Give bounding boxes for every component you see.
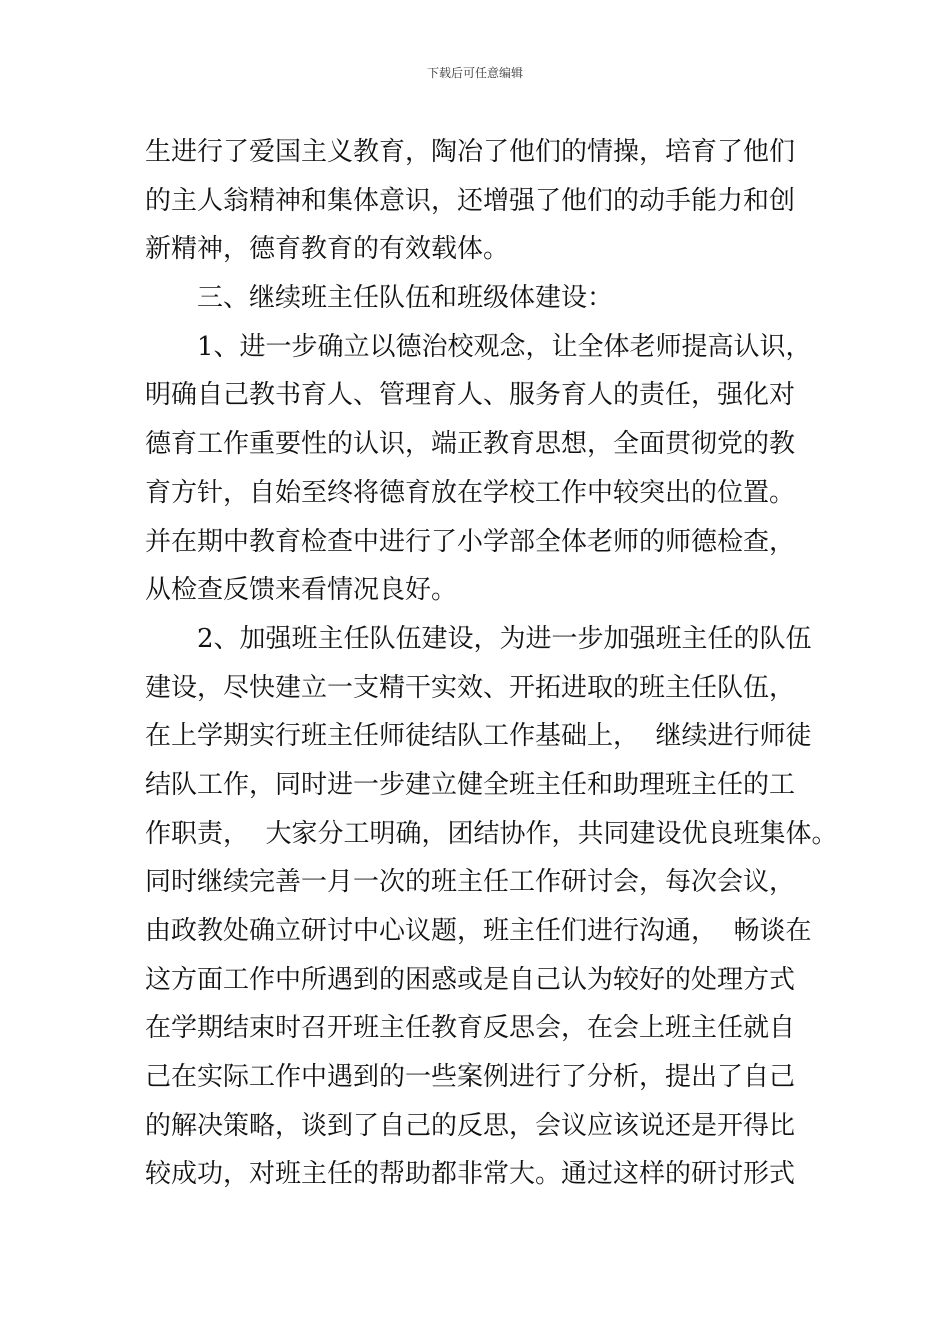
paragraph-line: 生进行了爱国主义教育，陶冶了他们的情操，培育了他们 bbox=[145, 137, 796, 167]
paragraph-line: 2、加强班主任队伍建设，为进一步加强班主任的队伍 bbox=[197, 623, 812, 654]
paragraph-line: 1、进一步确立以德治校观念，让全体老师提高认识， bbox=[197, 331, 812, 362]
paragraph-line: 这方面工作中所遇到的困惑或是自己认为较好的处理方式 bbox=[145, 964, 796, 995]
paragraph-line: 作职责， 大家分工明确，团结协作，共同建设优良班集体。 bbox=[145, 818, 838, 849]
paragraph-line: 育方针，自始至终将德育放在学校工作中较突出的位置。 bbox=[145, 477, 796, 508]
paragraph-line: 同时继续完善一月一次的班主任工作研讨会，每次会议， bbox=[145, 867, 796, 898]
paragraph-line: 较成功，对班主任的帮助都非常大。通过这样的研讨形式 bbox=[145, 1159, 796, 1190]
paragraph-line: 新精神，德育教育的有效载体。 bbox=[145, 234, 510, 265]
page-header: 下载后可任意编辑 bbox=[426, 66, 523, 80]
paragraph-line: 在上学期实行班主任师徒结队工作基础上， 继续进行师徒 bbox=[145, 721, 812, 752]
paragraph-line: 建设，尽快建立一支精干实效、开拓进取的班主任队伍， bbox=[145, 672, 796, 703]
paragraph-line: 明确自己教书育人、管理育人、服务育人的责任，强化对 bbox=[145, 380, 796, 411]
paragraph-line: 在学期结束时召开班主任教育反思会，在会上班主任就自 bbox=[145, 1013, 796, 1044]
paragraph-line: 的主人翁精神和集体意识，还增强了他们的动手能力和创 bbox=[145, 185, 796, 216]
paragraph-line: 从检查反馈来看情况良好。 bbox=[145, 575, 458, 606]
paragraph-line: 并在期中教育检查中进行了小学部全体老师的师德检查， bbox=[145, 526, 796, 557]
paragraph-line: 己在实际工作中遇到的一些案例进行了分析，提出了自己 bbox=[145, 1062, 796, 1093]
paragraph-line: 结队工作，同时进一步建立健全班主任和助理班主任的工 bbox=[145, 769, 796, 800]
section-heading: 三、继续班主任队伍和班级体建设： bbox=[197, 283, 614, 314]
document-body bbox=[145, 128, 838, 1199]
paragraph-line: 的解决策略，谈到了自己的反思，会议应该说还是开得比 bbox=[145, 1110, 796, 1141]
paragraph-line: 由政教处确立研讨中心议题，班主任们进行沟通， 畅谈在 bbox=[145, 916, 812, 946]
paragraph-line: 德育工作重要性的认识，端正教育思想，全面贯彻党的教 bbox=[145, 429, 796, 460]
